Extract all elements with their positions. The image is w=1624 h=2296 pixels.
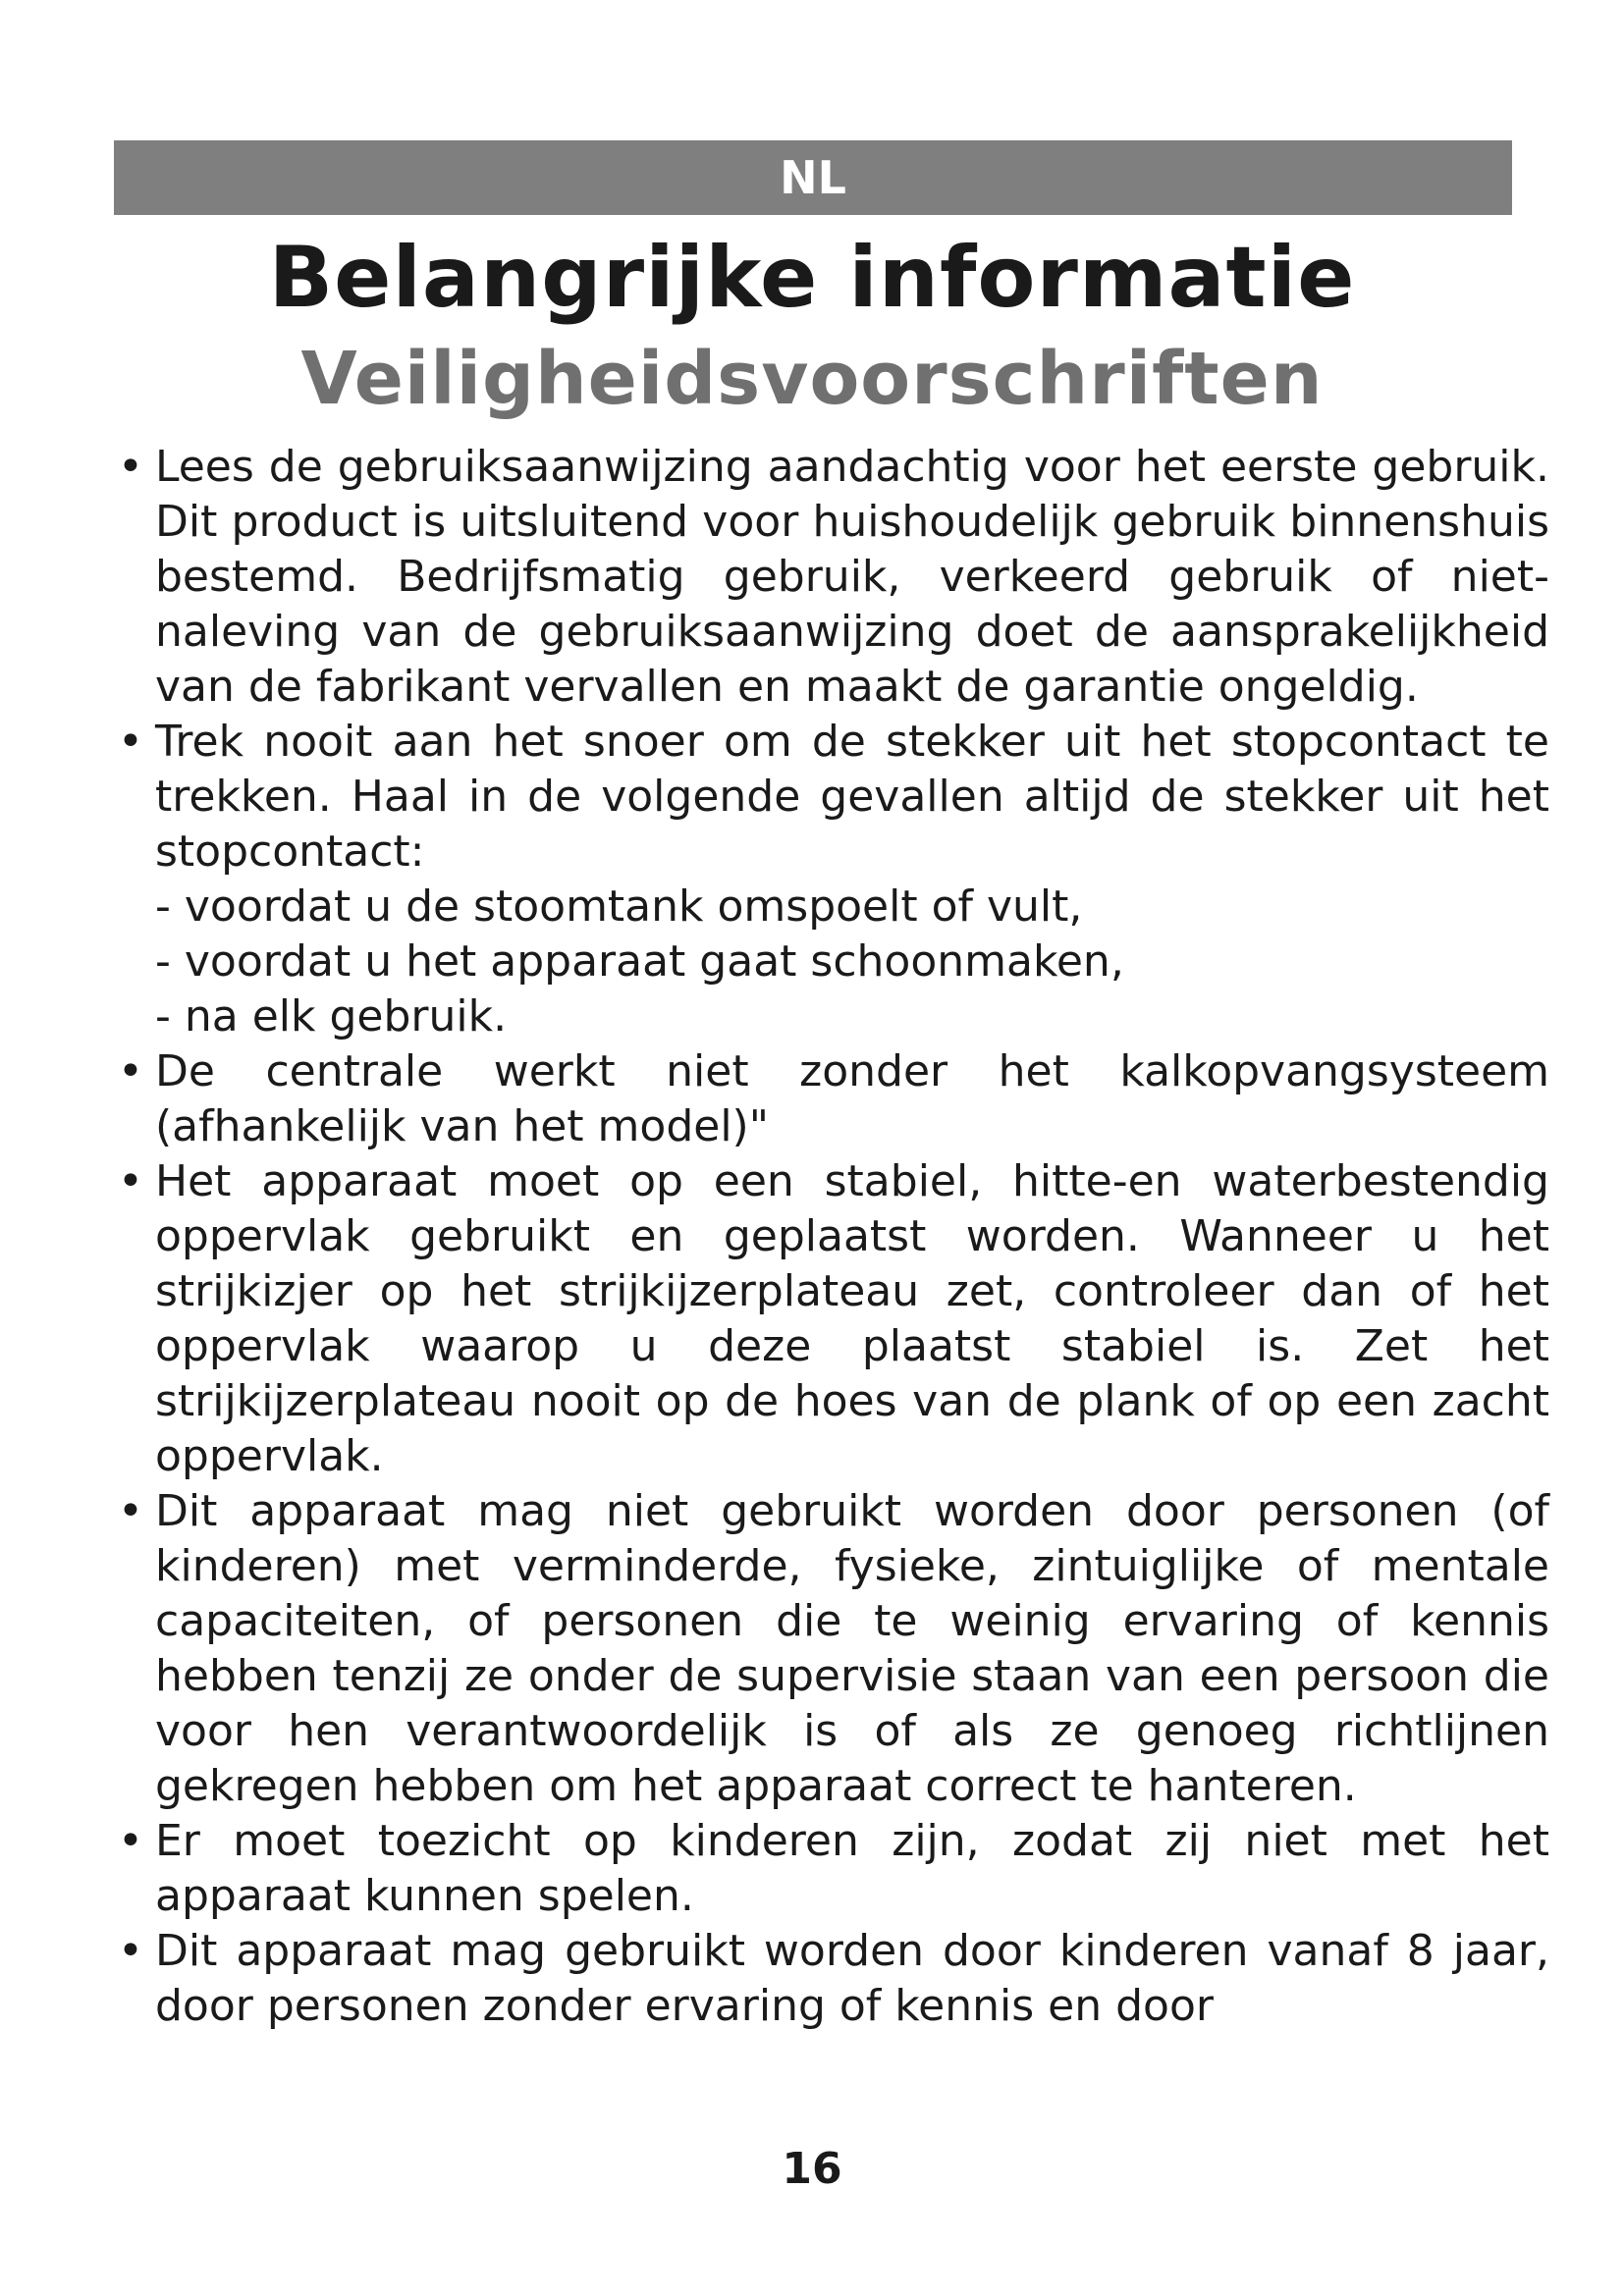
bullet-icon: • bbox=[118, 1046, 143, 1096]
list-item bbox=[116, 1924, 1549, 2034]
list-item bbox=[116, 1484, 1549, 1814]
page-subtitle: Veiligheidsvoorschriften bbox=[300, 337, 1324, 421]
sub-item: - voordat u de stoomtank omspoelt of vult, bbox=[155, 881, 1083, 932]
list-item-text: Er moet toezicht op kinderen zijn, zodat zij niet met het apparaat kunnen spelen. bbox=[155, 1816, 1549, 1921]
bullet-icon: • bbox=[118, 1926, 143, 1976]
list-item-text: Trek nooit aan het snoer om de stekker uit het stopcontact te trekken. Haal in de volgende gevallen altijd de stekker uit het stopcontact: bbox=[155, 717, 1549, 877]
sub-item: - na elk gebruik. bbox=[155, 991, 508, 1041]
bullet-icon: • bbox=[118, 717, 143, 767]
list-item-text: Dit apparaat mag gebruikt worden door kinderen vanaf 8 jaar, door personen zonder ervaring of kennis en door bbox=[155, 1926, 1549, 2031]
bullet-icon: • bbox=[118, 1156, 143, 1206]
list-item bbox=[116, 1044, 1549, 1154]
list-item-text: Lees de gebruiksaanwijzing aandachtig voor het eerste gebruik. Dit product is uitsluitend voor huishoudelijk gebruik binnenshuis bestemd. Bedrijfsmatig gebruik, verkeerd gebruik of niet-naleving van de gebruiksaanwijzing doet de aansprakelijkheid van de fabrikant vervallen en maakt de garantie ongeldig. bbox=[155, 442, 1549, 712]
list-item-text: De centrale werkt niet zonder het kalkopvangsysteem (afhankelijk van het model)" bbox=[155, 1046, 1549, 1151]
page-number: 16 bbox=[782, 2144, 842, 2194]
list-item bbox=[116, 1814, 1549, 1924]
bullet-icon: • bbox=[118, 442, 143, 492]
list-item-text: Dit apparaat mag niet gebruikt worden door personen (of kinderen) met verminderde, fysieke, zintuiglijke of mentale capaciteiten, of personen die te weinig ervaring of kennis hebben tenzij ze onder de supervisie staan van een persoon die voor hen verantwoordelijk is of als ze genoeg richtlijnen gekregen hebben om het apparaat correct te hanteren. bbox=[155, 1486, 1549, 1811]
page-title: Belangrijke informatie bbox=[268, 229, 1356, 327]
safety-instructions-list bbox=[116, 440, 1549, 2034]
list-item bbox=[116, 440, 1549, 715]
list-item bbox=[116, 715, 1549, 1044]
bullet-icon: • bbox=[118, 1486, 143, 1536]
language-bar: NL bbox=[114, 140, 1512, 215]
bullet-icon: • bbox=[118, 1816, 143, 1866]
sub-item: - voordat u het apparaat gaat schoonmaken, bbox=[155, 936, 1124, 987]
list-item-text: Het apparaat moet op een stabiel, hitte-en waterbestendig oppervlak gebruikt en geplaatst worden. Wanneer u het strijkizjer op het strijkijzerplateau zet, controleer dan of het oppervlak waarop u deze plaatst stabiel is. Zet het strijkijzerplateau nooit op de hoes van de plank of op een zacht oppervlak. bbox=[155, 1156, 1549, 1481]
list-item bbox=[116, 1154, 1549, 1484]
